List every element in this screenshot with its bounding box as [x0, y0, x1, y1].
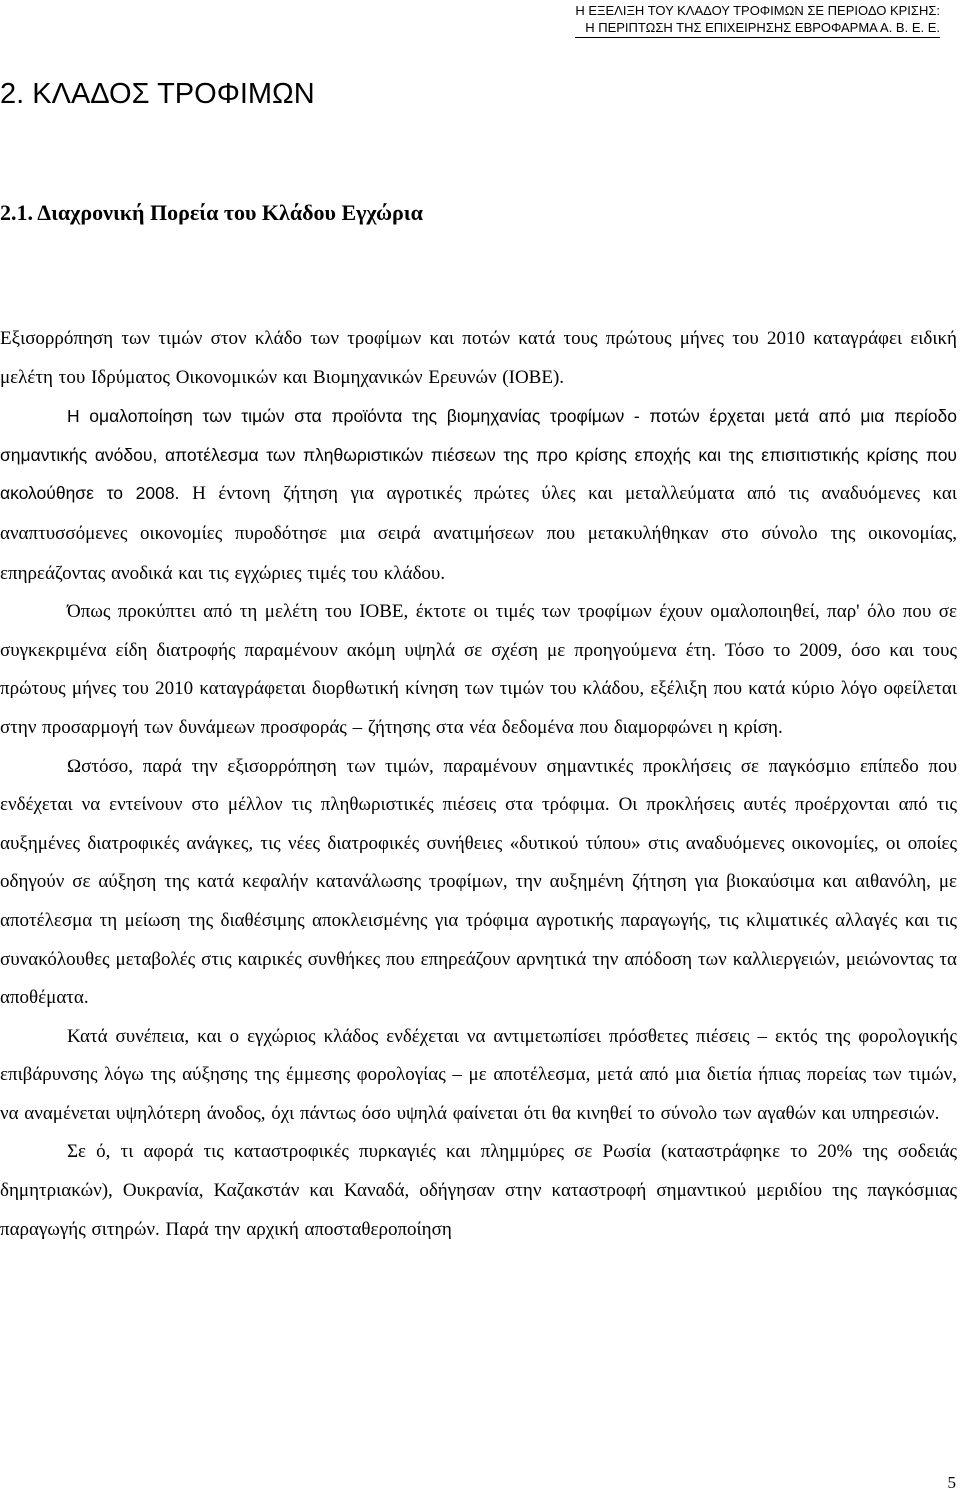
- page-number: 5: [947, 1473, 956, 1492]
- paragraph-3: Όπως προκύπτει από τη μελέτη του ΙΟΒΕ, έκτοτε οι τιμές των τροφίμων έχουν ομαλοποιηθεί, παρ' όλο που σε συγκεκριμένα είδη διατροφής παραμένουν ακόμη υψηλά σε σχέση με προηγούμενα έτη. Τόσο το 2009, όσο και τους πρώτους μήνες του 2010 καταγράφεται διορθωτική κίνηση των τιμών του κλάδου, εξέλιξη που κατά κύριο λόγο οφείλεται στην προσαρμογή των δυνάμεων προσφοράς – ζήτησης στα νέα δεδομένα που διαμορφώνει η κρίση.: [0, 601, 957, 738]
- paragraph-1: Εξισορρόπηση των τιμών στον κλάδο των τροφίμων και ποτών κατά τους πρώτους μήνες του 2010 καταγράφει ειδική μελέτη του Ιδρύματος Οικονομικών και Βιομηχανικών Ερευνών (ΙΟΒΕ).: [0, 328, 957, 388]
- header-rule: [575, 37, 940, 38]
- chapter-title: 2. ΚΛΑΔΟΣ ΤΡΟΦΙΜΩΝ: [0, 78, 315, 110]
- running-header-line-2: Η ΠΕΡΙΠΤΩΣΗ ΤΗΣ ΕΠΙΧΕΙΡΗΣΗΣ ΕΒΡΟΦΑΡΜΑ Α. Β. Ε. Ε.: [585, 20, 940, 35]
- paragraph-5: Κατά συνέπεια, και ο εγχώριος κλάδος ενδέχεται να αντιμετωπίσει πρόσθετες πιέσεις – εκτός της φορολογικής επιβάρυνσης λόγω της αύξησης της έμμεσης φορολογίας – με αποτέλεσμα, μετά από μια διετία ήπιας πορείας των τιμών, να αναμένεται υψηλότερη άνοδος, όχι πάντως όσο υψηλά φαίνεται ότι θα κινηθεί το σύνολο των αγαθών και υπηρεσιών.: [0, 1025, 957, 1124]
- section-title: 2.1. Διαχρονική Πορεία του Κλάδου Εγχώρια: [0, 200, 423, 225]
- paragraph-6: Σε ό, τι αφορά τις καταστροφικές πυρκαγιές και πλημμύρες σε Ρωσία (καταστράφηκε το 20% της σοδειάς δημητριακών), Ουκρανία, Καζακστάν και Καναδά, οδήγησαν στην καταστροφή σημαντικού μεριδίου της παγκόσμιας παραγωγής σιτηρών. Παρά την αρχική αποσταθεροποίηση: [0, 1141, 957, 1240]
- body-text: [0, 320, 957, 1249]
- running-header-line-1: Η ΕΞΕΛΙΞΗ ΤΟΥ ΚΛΑΔΟΥ ΤΡΟΦΙΜΩΝ ΣΕ ΠΕΡΙΟΔΟ ΚΡΙΣΗΣ:: [575, 3, 940, 18]
- paragraph-4: Ωστόσο, παρά την εξισορρόπηση των τιμών, παραμένουν σημαντικές προκλήσεις σε παγκόσμιο επίπεδο που ενδέχεται να εντείνουν στο μέλλον τις πληθωριστικές πιέσεις στα τρόφιμα. Οι προκλήσεις αυτές προέρχονται από τις αυξημένες διατροφικές ανάγκες, τις νέες διατροφικές συνήθειες «δυτικού τύπου» στις αναδυόμενες οικονομίες, οι οποίες οδηγούν σε αύξηση της κατά κεφαλήν κατανάλωσης τροφίμων, την αυξημένη ζήτηση για βιοκαύσιμα και αιθανόλη, με αποτέλεσμα τη μείωση της διαθέσιμης αποκλεισμένης για τρόφιμα αγροτικής παραγωγής, τις κλιματικές αλλαγές και τις συνακόλουθες μεταβολές στις καιρικές συνθήκες που επηρεάζουν αρνητικά την απόδοση των καλλιεργειών, μειώνοντας τα αποθέματα.: [0, 755, 957, 1009]
- paragraph-2-serif: Η έντονη ζήτηση για αγροτικές πρώτες ύλες και μεταλλεύματα από τις αναδυόμενες και αναπτυσσόμενες οικονομίες πυροδότησε μια σειρά ανατιμήσεων που μετακυλήθηκαν στο σύνολο της οικονομίας, επηρεάζοντας ανοδικά και τις εγχώριες τιμές του κλάδου.: [0, 483, 957, 584]
- paragraph-2-sans: Η ομαλοποίηση των τιμών στα προϊόντα της βιομηχανίας τροφίμων - ποτών έρχεται μετά από μια περίοδο σημαντικής ανόδου, αποτέλεσμα των πληθωριστικών πιέσεων της προ κρίσης εποχής και της επισιτιστικής κρίσης που ακολούθησε το 2008.: [0, 406, 957, 504]
- paragraph-2: [0, 397, 957, 593]
- running-header: [575, 2, 940, 36]
